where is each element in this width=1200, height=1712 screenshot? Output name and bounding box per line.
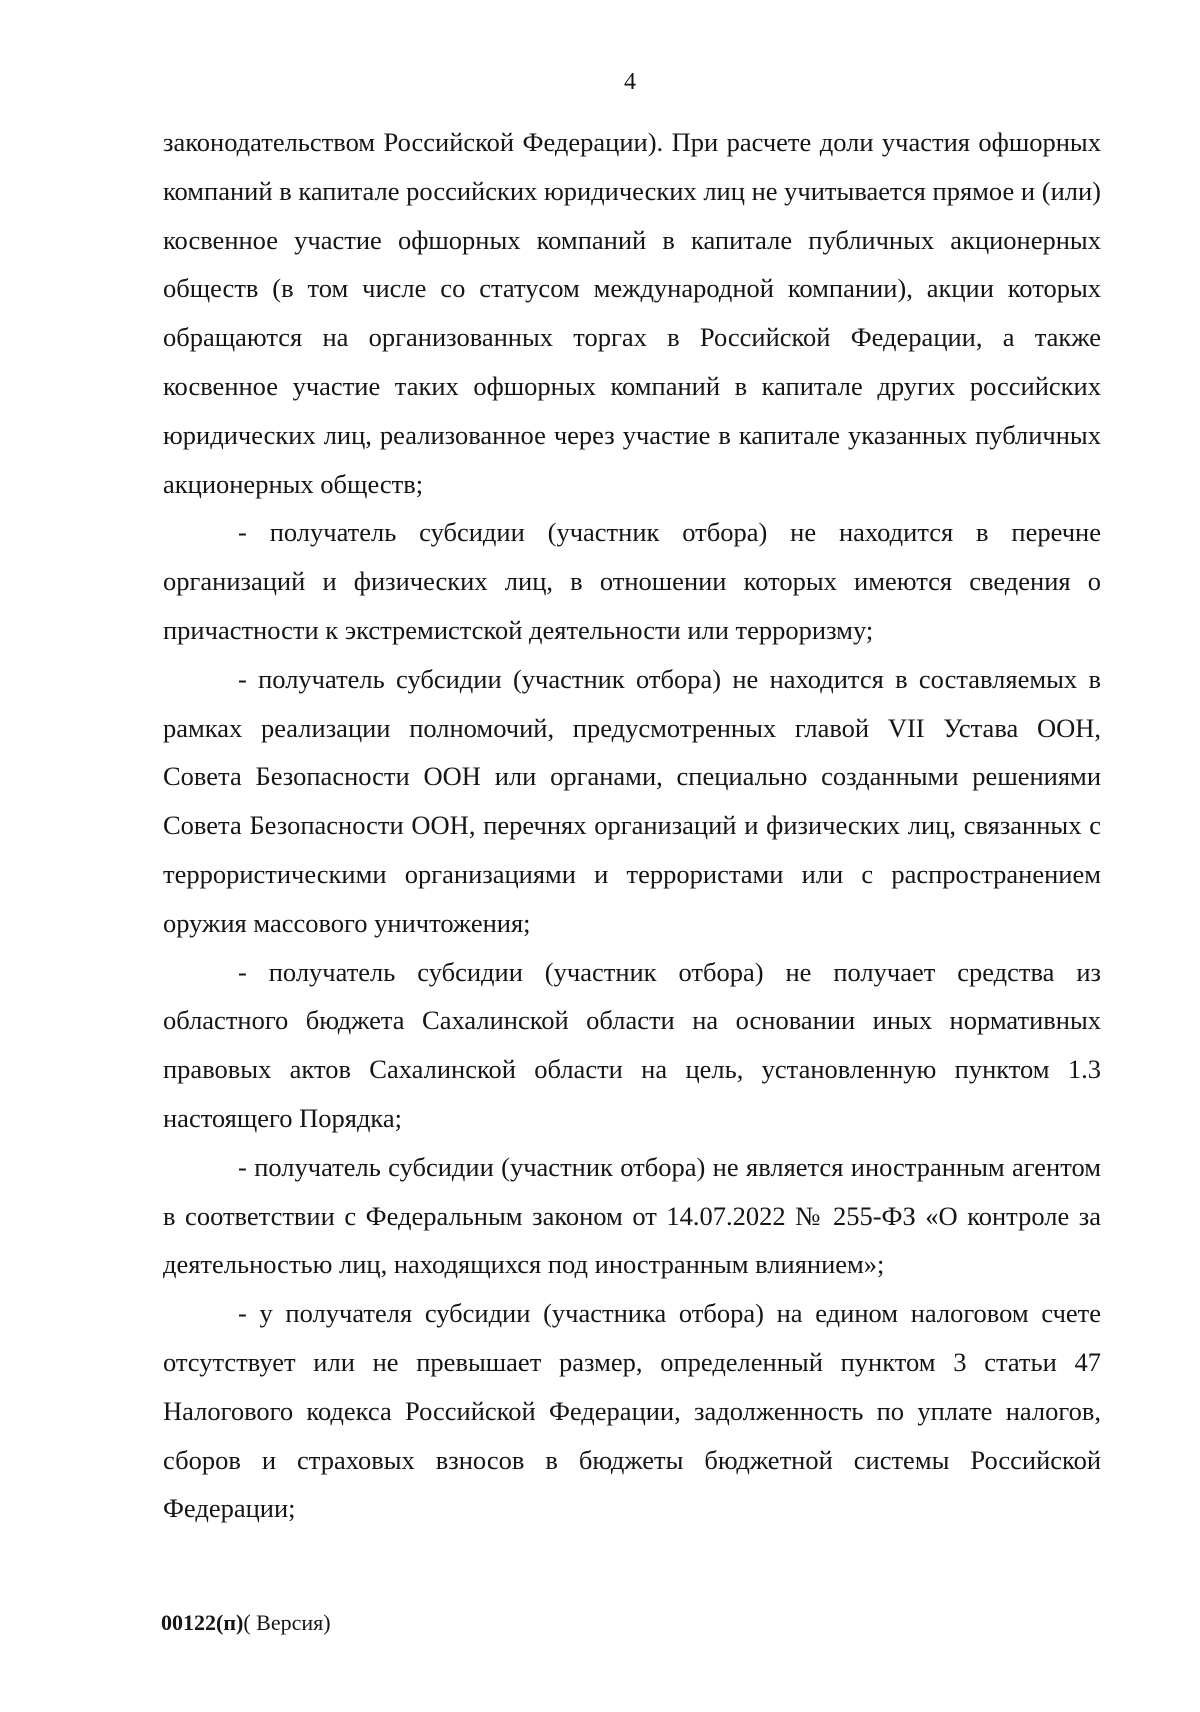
document-footer [161,1609,331,1637]
page-number: 4 [624,69,636,95]
document-code: 00122(п) [161,1610,244,1635]
document-body [163,118,1101,1533]
paragraph-extremism-list: - получатель субсидии (участник отбора) не находится в перечне организаций и физических лиц, в отношении которых имеются сведения о причастности к экстремистской деятельности или терроризму; [163,517,1101,645]
paragraph-un-sanctions-list: - получатель субсидии (участник отбора) не находится в составляемых в рамках реализации полномочий, предусмотренных главой VII Устава ООН, Совета Безопасности ООН или органами, специально созданными решениями Совета Безопасности ООН, перечнях организаций и физических лиц, связанных с террористическими организациями и террористами или с распространением оружия массового уничтожения; [163,663,1101,938]
paragraph-budget-funds: - получатель субсидии (участник отбора) не получает средства из областного бюджета Сахалинской области на основании иных нормативных правовых актов Сахалинской области на цель, установленную пунктом 1.3 настоящего Порядка; [163,956,1101,1133]
document-version: ( Версия) [243,1610,331,1635]
paragraph-foreign-agent: - получатель субсидии (участник отбора) не является иностранным агентом в соответствии с Федеральным законом от 14.07.2022 № 255-ФЗ «О контроле за деятельностью лиц, находящихся под иностранным влиянием»; [163,1151,1101,1280]
paragraph-tax-debt: - у получателя субсидии (участника отбора) на едином налоговом счете отсутствует или не превышает размер, определенный пунктом 3 статьи 47 Налогового кодекса Российской Федерации, задолженность по уплате налогов, сборов и страховых взносов в бюджеты бюджетной системы Российской Федерации; [163,1298,1101,1524]
paragraph-continuation: законодательством Российской Федерации). При расчете доли участия офшорных компаний в капитале российских юридических лиц не учитывается прямое и (или) косвенное участие офшорных компаний в капитале публичных акционерных обществ (в том числе со статусом международной компании), акции которых обращаются на организованных торгах в Российской Федерации, а также косвенное участие таких офшорных компаний в капитале других российских юридических лиц, реализованное через участие в капитале указанных публичных акционерных обществ; [163,127,1101,499]
